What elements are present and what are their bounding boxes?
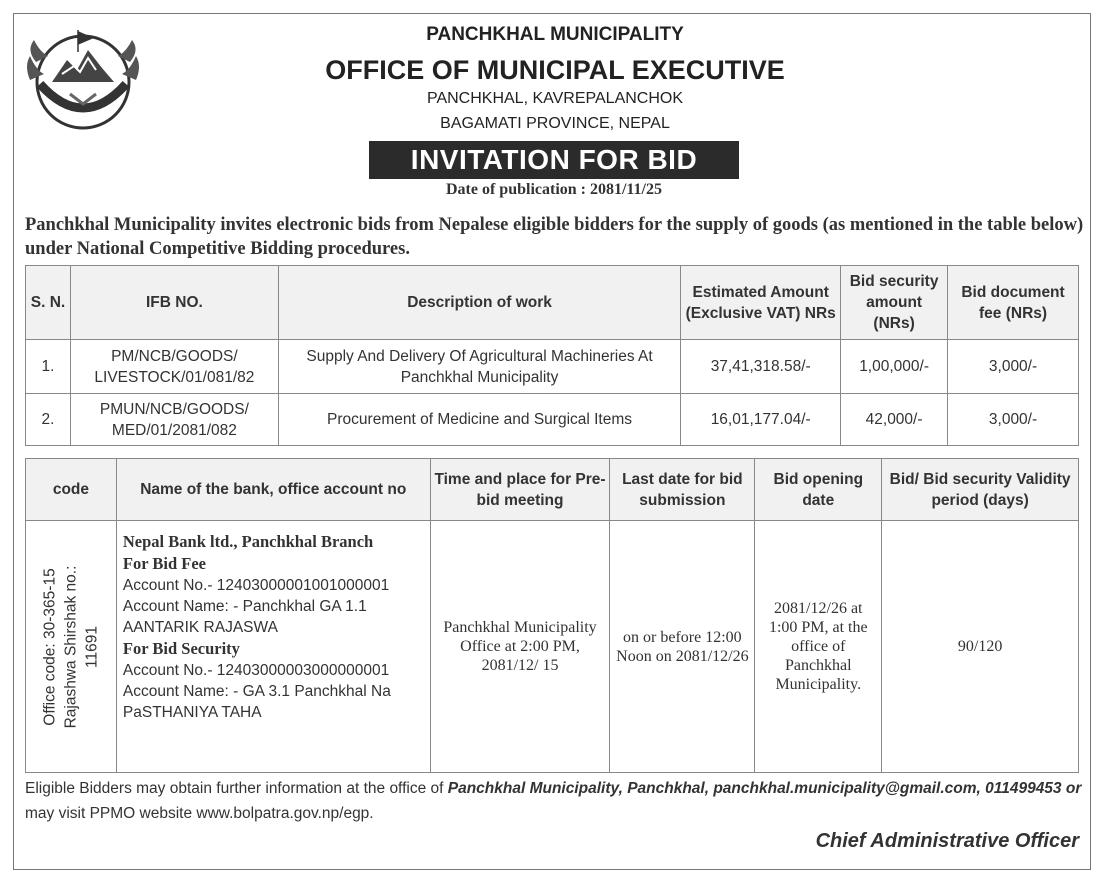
- bid-fee-title: For Bid Fee: [122, 554, 206, 573]
- address-line-1: PANCHKHAL, KAVREPALANCHOK: [426, 90, 684, 107]
- cell-lastdate: on or before 12:00 Noon on 2081/12/26: [610, 521, 755, 773]
- footer-text-2: may visit PPMO website www.bolpatra.gov.np/egp.: [25, 805, 374, 822]
- nepal-emblem-icon: [22, 22, 144, 134]
- header-prebid: Time and place for Pre-bid meeting: [430, 459, 610, 521]
- publication-date: Date of publication : 2081/11/25: [445, 181, 662, 198]
- bid-fee-account-no: Account No.- 12403000001001000001: [122, 577, 390, 594]
- header-security: Bid security amount (NRs): [841, 266, 948, 340]
- cell-code: [26, 521, 117, 773]
- table-row: [26, 394, 1079, 446]
- footer-text-1: Eligible Bidders may obtain further information at the office of: [25, 780, 448, 797]
- header-sn: S. N.: [26, 266, 71, 340]
- cell-description: Procurement of Medicine and Surgical Items: [278, 394, 680, 446]
- cell-fee: 3,000/-: [948, 340, 1079, 394]
- cell-prebid: Panchkhal Municipality Office at 2:00 PM, 2081/12/ 15: [430, 521, 610, 773]
- cell-validity: 90/120: [882, 521, 1079, 773]
- bid-security-account-no: Account No.- 12403000003000000001: [122, 662, 390, 679]
- header-bank: Name of the bank, office account no: [116, 459, 430, 521]
- bank-table: [25, 458, 1079, 773]
- header-estimated: Estimated Amount (Exclusive VAT) NRs: [681, 266, 841, 340]
- rajashwa-label: Rajashwa Shirshak no.:: [62, 565, 80, 728]
- cell-fee: 3,000/-: [948, 394, 1079, 446]
- bid-fee-account-name: Account Name: - Panchkhal GA 1.1 AANTARIK RAJASWA: [122, 598, 367, 636]
- bids-table-header-row: [26, 266, 1079, 340]
- header-opening: Bid opening date: [755, 459, 882, 521]
- footer-contact: Panchkhal Municipality, Panchkhal, panchkhal.municipality@gmail.com, 011499453 or: [447, 780, 1082, 797]
- signature: Chief Administrative Officer: [815, 830, 1079, 852]
- header-code: code: [26, 459, 117, 521]
- cell-security: 42,000/-: [841, 394, 948, 446]
- address-line-2: BAGAMATI PROVINCE, NEPAL: [440, 115, 670, 132]
- cell-sn: 2.: [26, 394, 71, 446]
- bid-security-account-name: Account Name: - GA 3.1 Panchkhal Na PaSTHANIYA TAHA: [122, 683, 391, 721]
- bank-name: Nepal Bank ltd., Panchkhal Branch: [122, 532, 374, 551]
- office-code: Office code: 30-365-15: [41, 567, 59, 726]
- cell-description: Supply And Delivery Of Agricultural Machineries At Panchkhal Municipality: [278, 340, 680, 394]
- footer-note: [25, 776, 1085, 826]
- cell-ifb: PMUN/NCB/GOODS/ MED/01/2081/082: [70, 394, 278, 446]
- cell-estimated: 16,01,177.04/-: [681, 394, 841, 446]
- header-lastdate: Last date for bid submission: [610, 459, 755, 521]
- bid-security-title: For Bid Security: [122, 639, 240, 658]
- rajashwa-number: 11691: [83, 625, 101, 668]
- header-description: Description of work: [278, 266, 680, 340]
- intro-paragraph: Panchkhal Municipality invites electronic bids from Nepalese eligible bidders for the supply of goods (as mentioned in the table below) under National Competitive Bidding procedures.: [25, 215, 1084, 259]
- cell-sn: 1.: [26, 340, 71, 394]
- header-fee: Bid document fee (NRs): [948, 266, 1079, 340]
- cell-bank: [116, 521, 430, 773]
- office-title: OFFICE OF MUNICIPAL EXECUTIVE: [325, 55, 785, 85]
- bank-table-header-row: [26, 459, 1079, 521]
- office-code-vertical: [39, 565, 102, 728]
- cell-ifb: PM/NCB/GOODS/ LIVESTOCK/01/081/82: [70, 340, 278, 394]
- notice-title-banner: INVITATION FOR BID: [369, 141, 739, 179]
- header-ifb: IFB NO.: [70, 266, 278, 340]
- municipality-name: PANCHKHAL MUNICIPALITY: [426, 24, 684, 45]
- bids-table: [25, 265, 1079, 446]
- cell-opening: 2081/12/26 at 1:00 PM, at the office of Panchkhal Municipality.: [755, 521, 882, 773]
- table-row: [26, 340, 1079, 394]
- cell-estimated: 37,41,318.58/-: [681, 340, 841, 394]
- header-validity: Bid/ Bid security Validity period (days): [882, 459, 1079, 521]
- table-row: [26, 521, 1079, 773]
- cell-security: 1,00,000/-: [841, 340, 948, 394]
